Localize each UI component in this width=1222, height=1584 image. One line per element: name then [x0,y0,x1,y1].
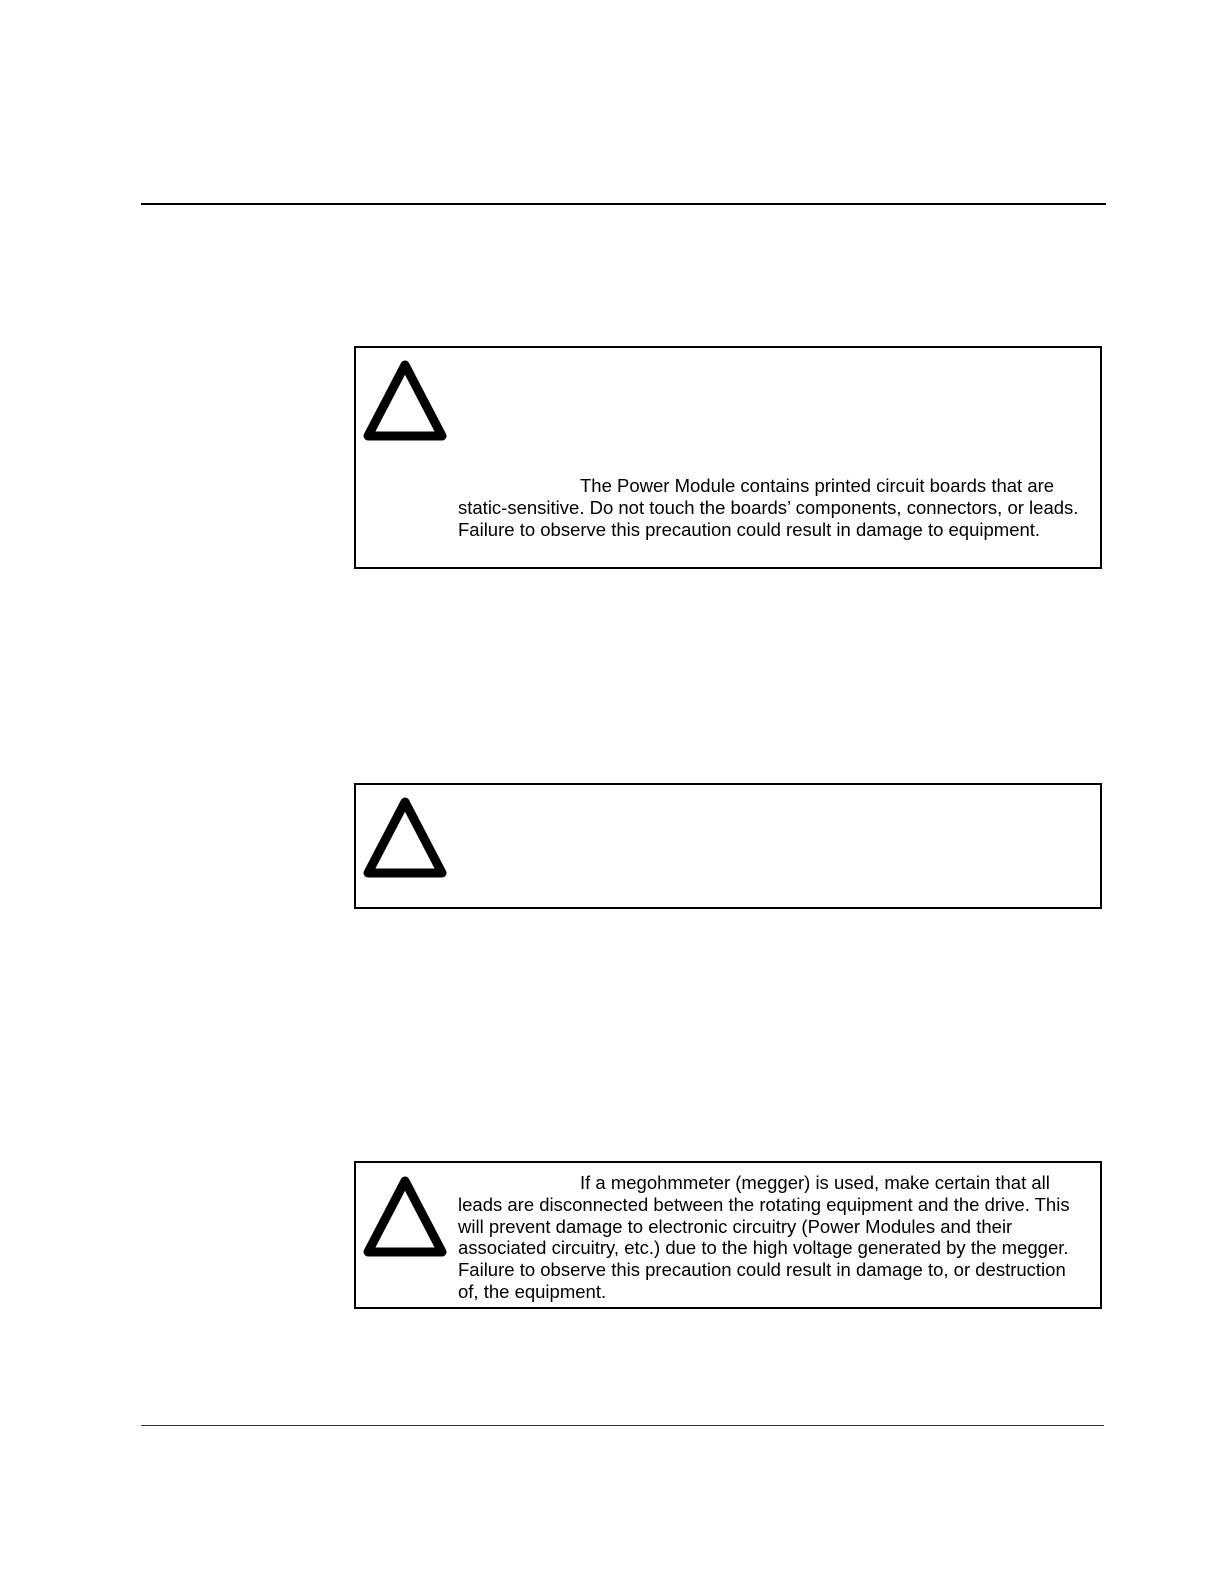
caution-text: The Power Module contains printed circuit boards that are static-sensitive. Do not touch the boards’ components, connectors, or leads. Failure to observe this precaution could result in damage to equipment. [458,475,1079,540]
header-rule [141,203,1106,205]
warning-triangle-icon [362,359,448,443]
warning-triangle-icon [362,1175,448,1259]
caution-box-2 [354,783,1102,909]
caution-text: If a megohmmeter (megger) is used, make certain that all leads are disconnected between the rotating equipment and the drive. This will prevent damage to electronic circuitry (Power Modules and their associated circuitry, etc.) due to the high voltage generated by the megger. Failure to observe this precaution could result in damage to, or destruction of, the equipment. [458,1172,1070,1302]
static-sensitive-caution-box [354,346,1102,569]
megger-caution-box [354,1161,1102,1309]
footer-rule [141,1425,1104,1426]
warning-triangle-icon [362,796,448,880]
